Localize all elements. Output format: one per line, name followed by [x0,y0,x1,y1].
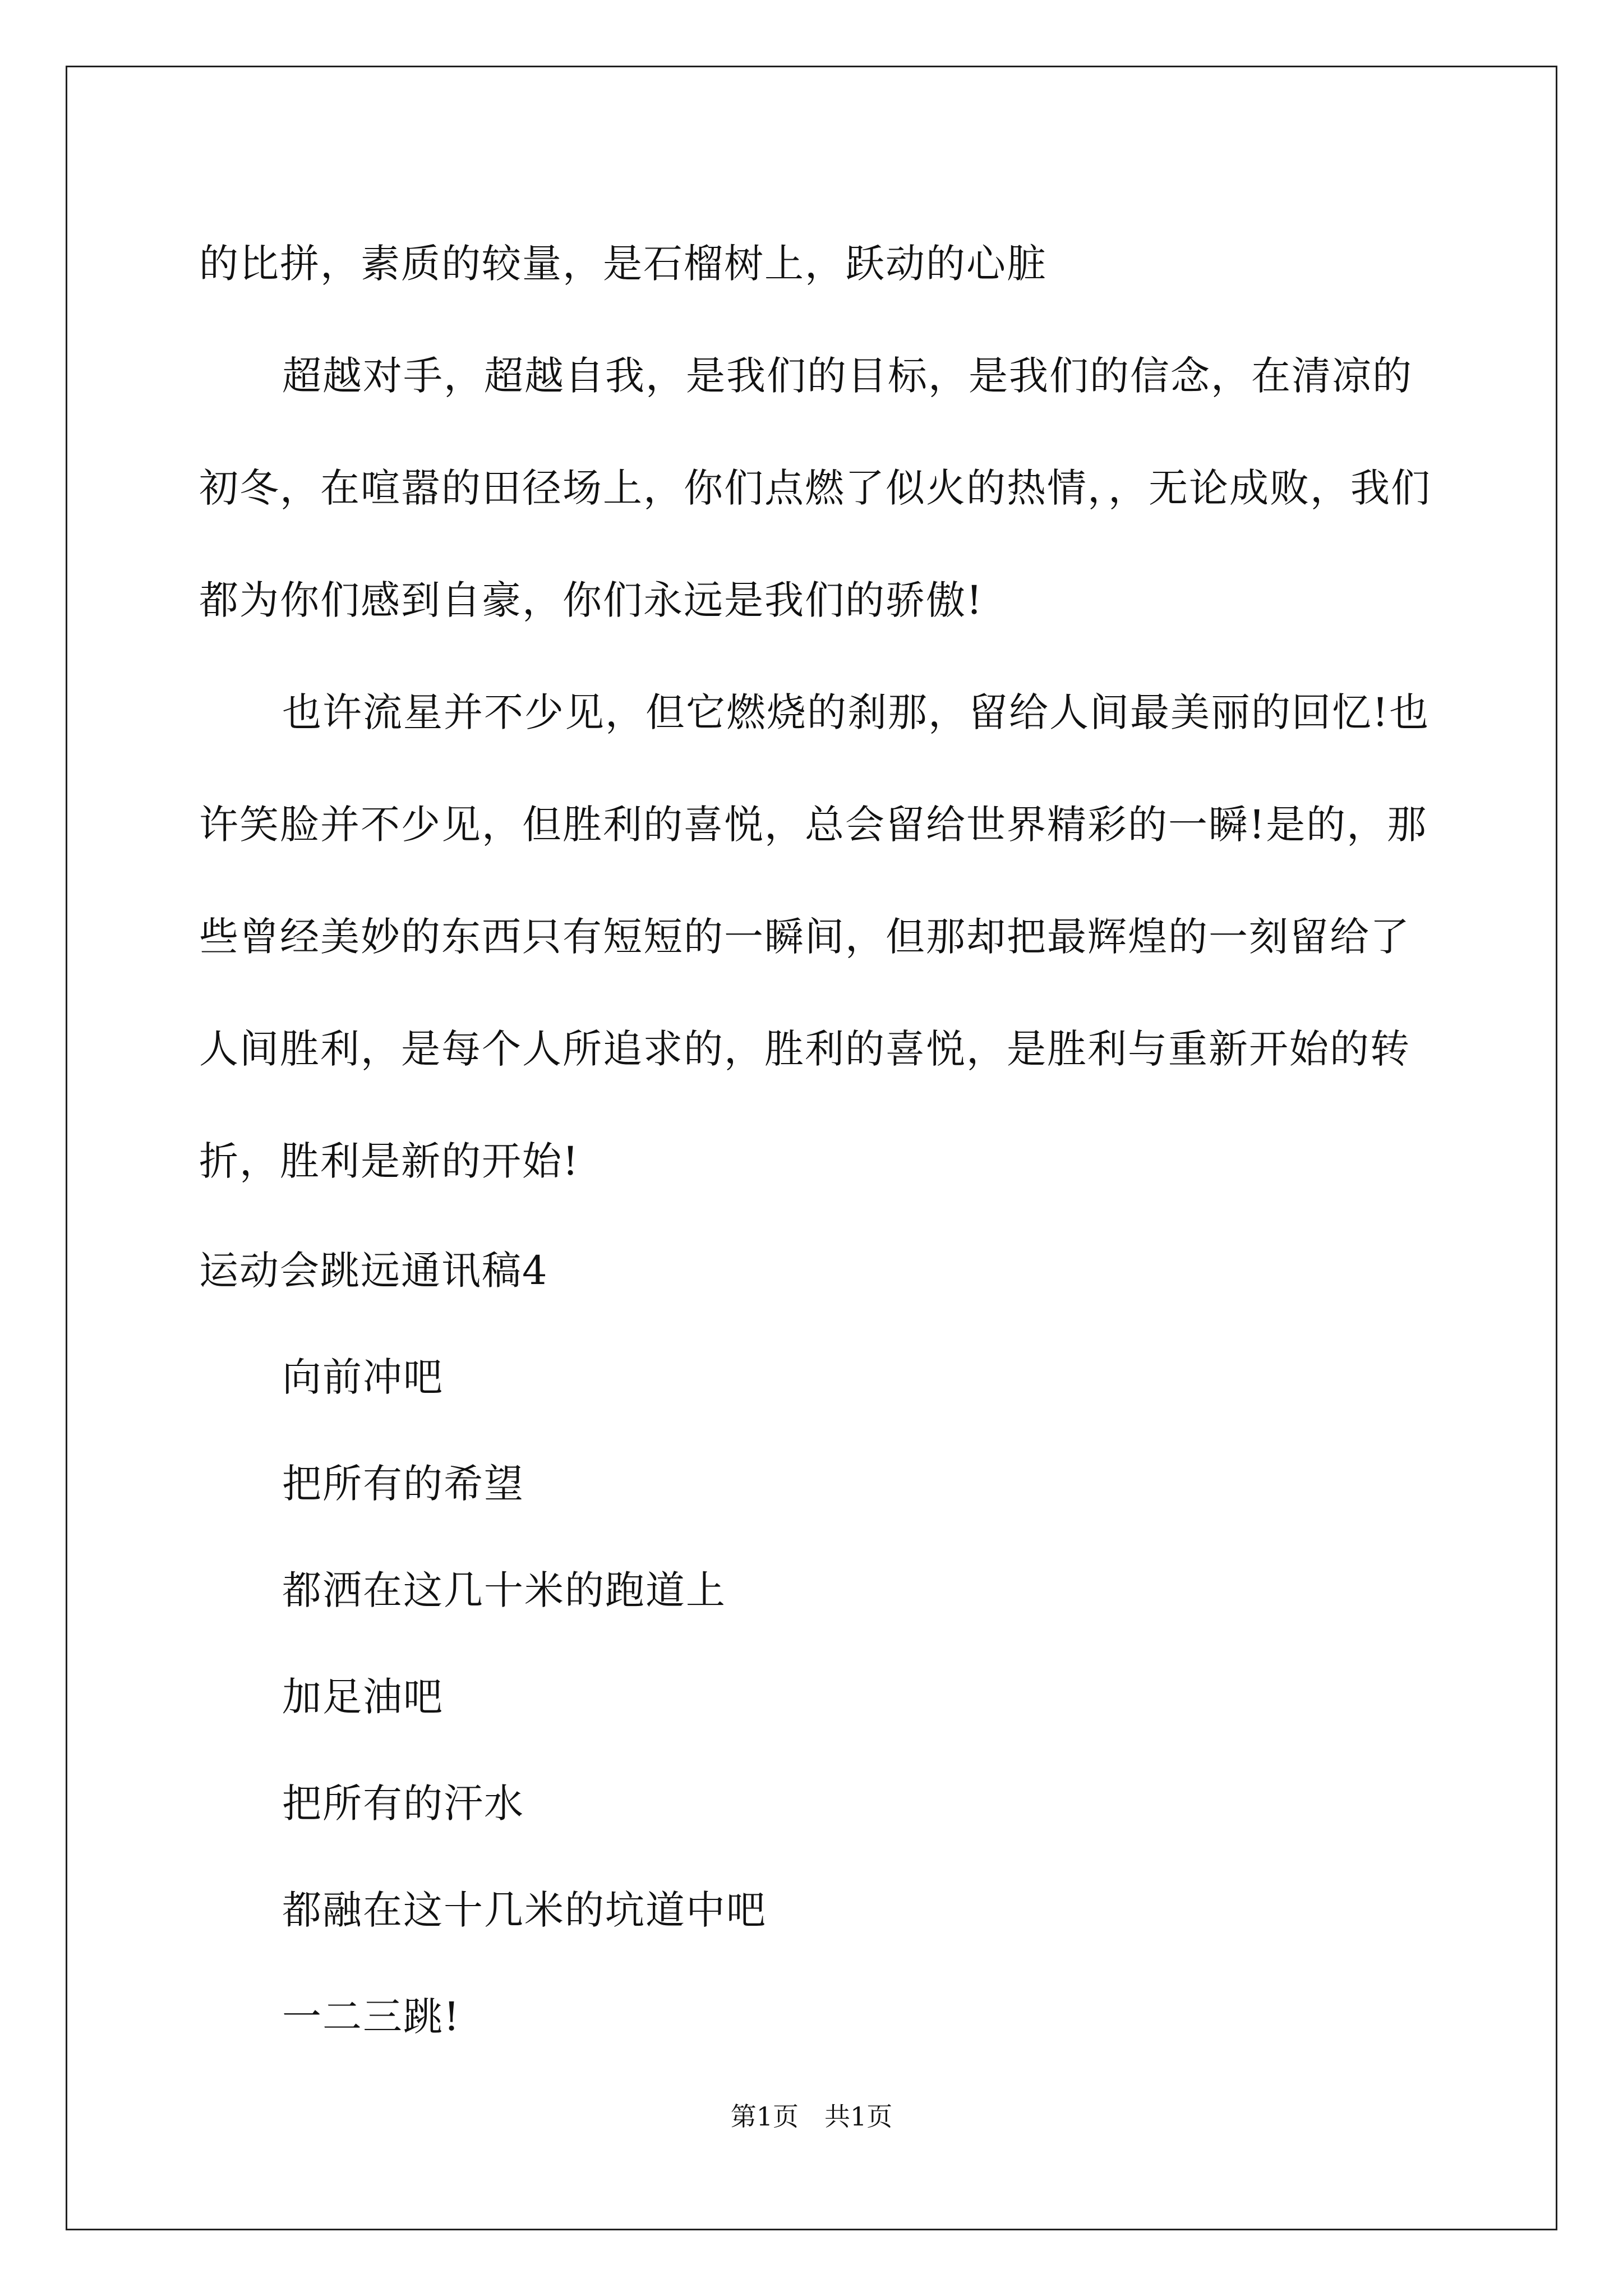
text-line: 折，胜利是新的开始! [199,1138,580,1184]
page-footer: 第1页 共1页 [730,2101,893,2132]
paragraph-start: 也许流星并不少见，但它燃烧的刹那，留给人间最美丽的回忆!也 [282,689,1430,735]
poem-line: 把所有的希望 [282,1461,524,1507]
text-line: 些曾经美妙的东西只有短短的一瞬间，但那却把最辉煌的一刻留给了 [199,914,1410,960]
document-body [199,208,1431,2070]
paragraph-start: 超越对手，超越自我，是我们的目标，是我们的信念，在清凉的 [282,353,1413,399]
text-line: 许笑脸并不少见，但胜利的喜悦，总会留给世界精彩的一瞬!是的，那 [199,802,1428,848]
text-line: 初冬，在喧嚣的田径场上，你们点燃了似火的热情，，无论成败，我们 [199,465,1431,511]
poem-line: 把所有的汗水 [282,1780,524,1826]
section-heading: 运动会跳远通讯稿4 [199,1248,548,1294]
poem-line: 都洒在这几十米的跑道上 [282,1567,726,1613]
poem-line: 一二三跳! [282,1994,461,2040]
text-line: 人间胜利，是每个人所追求的，胜利的喜悦，是胜利与重新开始的转 [199,1026,1410,1072]
poem-line: 都融在这十几米的坑道中吧 [282,1887,767,1933]
poem-line: 加足油吧 [282,1674,444,1720]
text-line: 都为你们感到自豪，你们永远是我们的骄傲! [199,577,984,623]
text-line: 的比拼，素质的较量，是石榴树上，跃动的心脏 [199,241,1047,287]
poem-line: 向前冲吧 [282,1354,444,1400]
